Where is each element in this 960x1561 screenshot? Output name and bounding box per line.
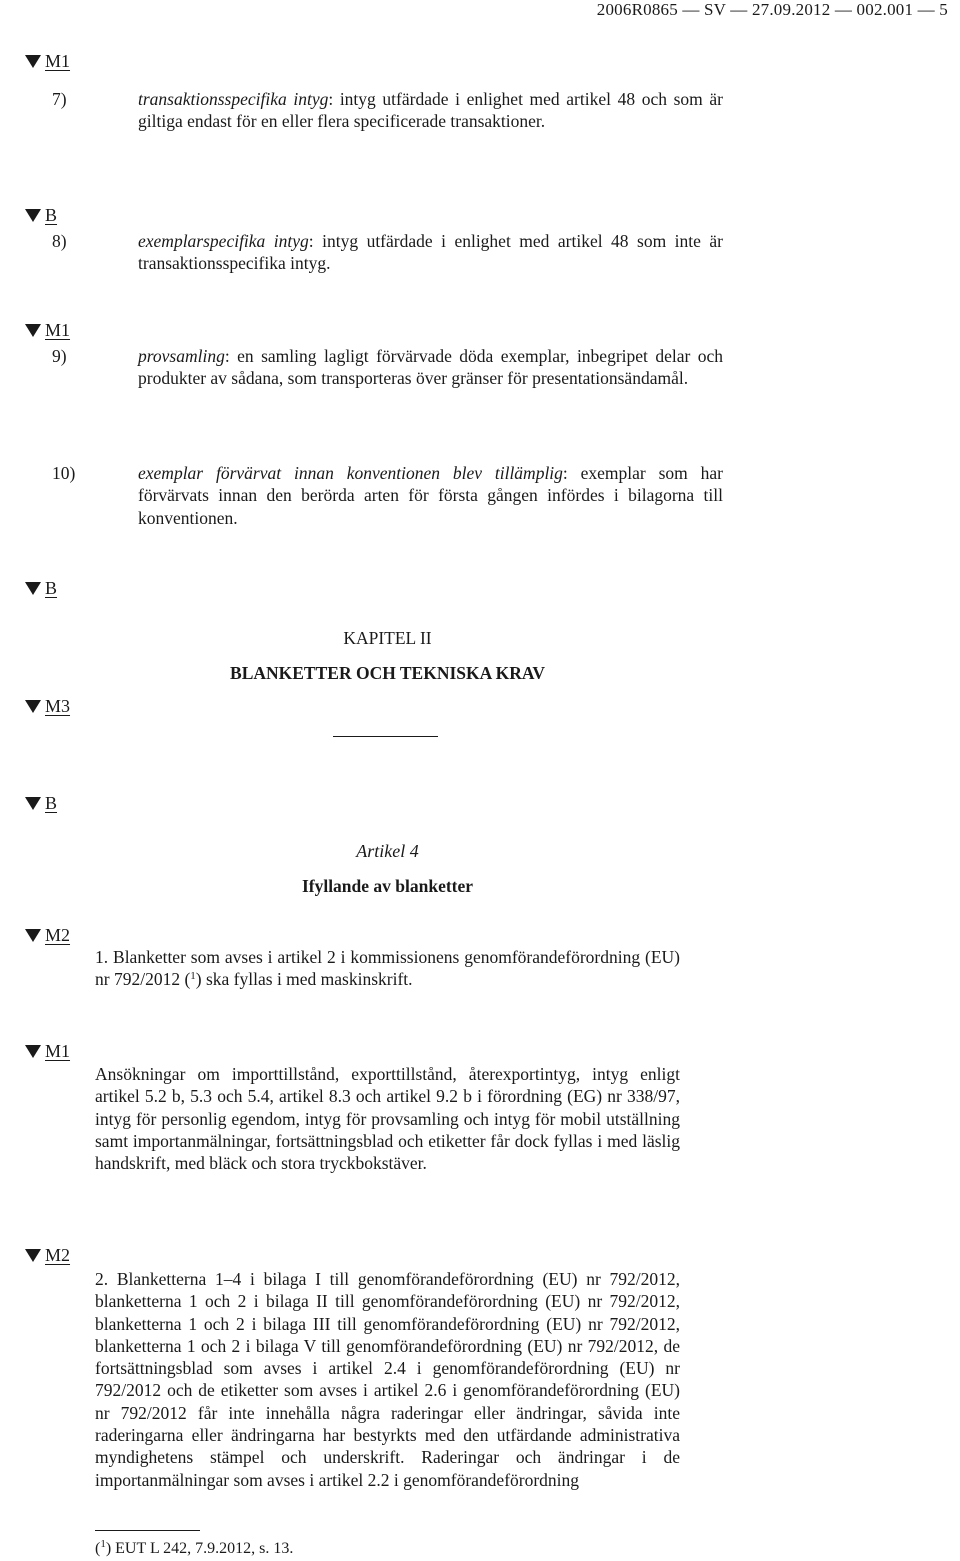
paragraph-text: 1. Blanketter som avses i artikel 2 i kommissionens genomförandeförordning (EU) nr 792/2012 ( (95, 947, 680, 990)
definition-text: : exemplar som har förvärvats innan den berörda arten för första gången infördes i bilagorna till konventionen. (138, 463, 723, 528)
definition-item-9 (52, 345, 723, 390)
definition-item-8 (52, 230, 723, 275)
triangle-icon (25, 582, 41, 595)
amendment-marker (25, 925, 70, 946)
page-header: 2006R0865 — SV — 27.09.2012 — 002.001 — 5 (596, 0, 948, 19)
amendment-marker (25, 320, 70, 341)
marker-code: M2 (45, 1245, 71, 1265)
paragraph-text: ) ska fyllas i med maskinskrift. (195, 969, 413, 990)
section-divider (333, 736, 438, 737)
triangle-icon (25, 1045, 41, 1058)
marker-code: M1 (45, 320, 71, 340)
triangle-icon (25, 1249, 41, 1262)
paragraph-2: 2. Blanketterna 1–4 i bilaga I till genomförandeförordning (EU) nr 792/2012, blanketterna 1 och 2 i bilaga II till genomförandeförordning (EU) nr 792/2012, blanketterna 1 och 2 i bilaga III till genomförandeförordning (EU) nr 792/2012, blanketterna 1 och 2 i bilaga V till genomförandeförordning (EU) nr 792/2012, de fortsättningsblad som avses i artikel 2.4 i genomförandeförordning (EU) nr 792/2012 och de etiketter som avses i artikel 2.6 i genomförandeförordning (EU) nr 792/2012 får inte innehålla några raderingar eller ändringar, såvida inte raderingarna eller ändringarna har bestyrkts med den utfärdande administrativa myndighetens stämpel och underskrift. Raderingar och ändringar i de importanmälningar som avses i artikel 2.2 i genomförandeförordning (95, 1269, 680, 1490)
defined-term: provsamling (138, 346, 225, 366)
item-number: 7) (52, 89, 67, 109)
definition-text: : en samling lagligt förvärvade döda exemplar, inbegripet delar och produkter av sådana, som transporteras över gränser för presentationsändamål. (138, 346, 723, 389)
marker-code: M3 (45, 696, 71, 716)
amendment-marker (25, 696, 70, 717)
defined-term: exemplarspecifika intyg (138, 231, 309, 251)
amendment-marker (25, 793, 57, 814)
footnote-number: 1 (100, 1538, 106, 1550)
triangle-icon (25, 55, 41, 68)
defined-term: transaktionsspecifika intyg (138, 89, 329, 109)
chapter-title: BLANKETTER OCH TEKNISKA KRAV (230, 663, 545, 683)
marker-code: B (45, 578, 58, 598)
definition-text: : intyg utfärdade i enlighet med artikel 48 och som är giltiga endast för en eller flera specificerade transaktioner. (138, 89, 723, 132)
amendment-marker (25, 51, 70, 72)
triangle-icon (25, 797, 41, 810)
triangle-icon (25, 324, 41, 337)
amendment-marker (25, 205, 57, 226)
definition-text: : intyg utfärdade i enlighet med artikel 48 som inte är transaktionsspecifika intyg. (138, 231, 723, 274)
defined-term: exemplar förvärvat innan konventionen blev tillämplig (138, 463, 563, 483)
marker-code: B (45, 793, 58, 813)
marker-code: M2 (45, 925, 71, 945)
triangle-icon (25, 700, 41, 713)
triangle-icon (25, 929, 41, 942)
marker-code: M1 (45, 51, 71, 71)
amendment-marker (25, 578, 57, 599)
marker-code: M1 (45, 1041, 71, 1061)
item-number: 10) (52, 463, 76, 483)
footnote: ($^1$) EUT L 242, 7.9.2012, s. 13. (95, 1538, 294, 1557)
paragraph-1 (95, 946, 680, 991)
definition-item-10 (52, 462, 723, 529)
amendment-marker (25, 1245, 70, 1266)
chapter-label: KAPITEL II (343, 628, 432, 648)
definition-item-7 (52, 88, 723, 133)
article-label: Artikel 4 (356, 841, 419, 861)
amendment-marker (25, 1041, 70, 1062)
triangle-icon (25, 209, 41, 222)
footnote-text: ) EUT L 242, 7.9.2012, s. 13. (105, 1540, 294, 1557)
item-number: 8) (52, 231, 67, 251)
marker-code: B (45, 205, 58, 225)
paragraph-handwriting: Ansökningar om importtillstånd, exporttillstånd, återexportintyg, intyg enligt artikel 5.2 b, 5.3 och 5.4, artikel 8.3 och artikel 9.2 b i förordning (EG) nr 338/97, intyg för personlig egendom, intyg för provsamling och intyg för mobil utställning samt importanmälningar, fortsättningsblad och etiketter får dock fyllas i med läslig handskrift, med bläck och stora tryckbokstäver. (95, 1064, 680, 1174)
item-number: 9) (52, 346, 67, 366)
footnote-separator (95, 1530, 200, 1531)
article-title: Ifyllande av blanketter (301, 876, 474, 896)
footnote-ref: 1 (190, 970, 196, 983)
